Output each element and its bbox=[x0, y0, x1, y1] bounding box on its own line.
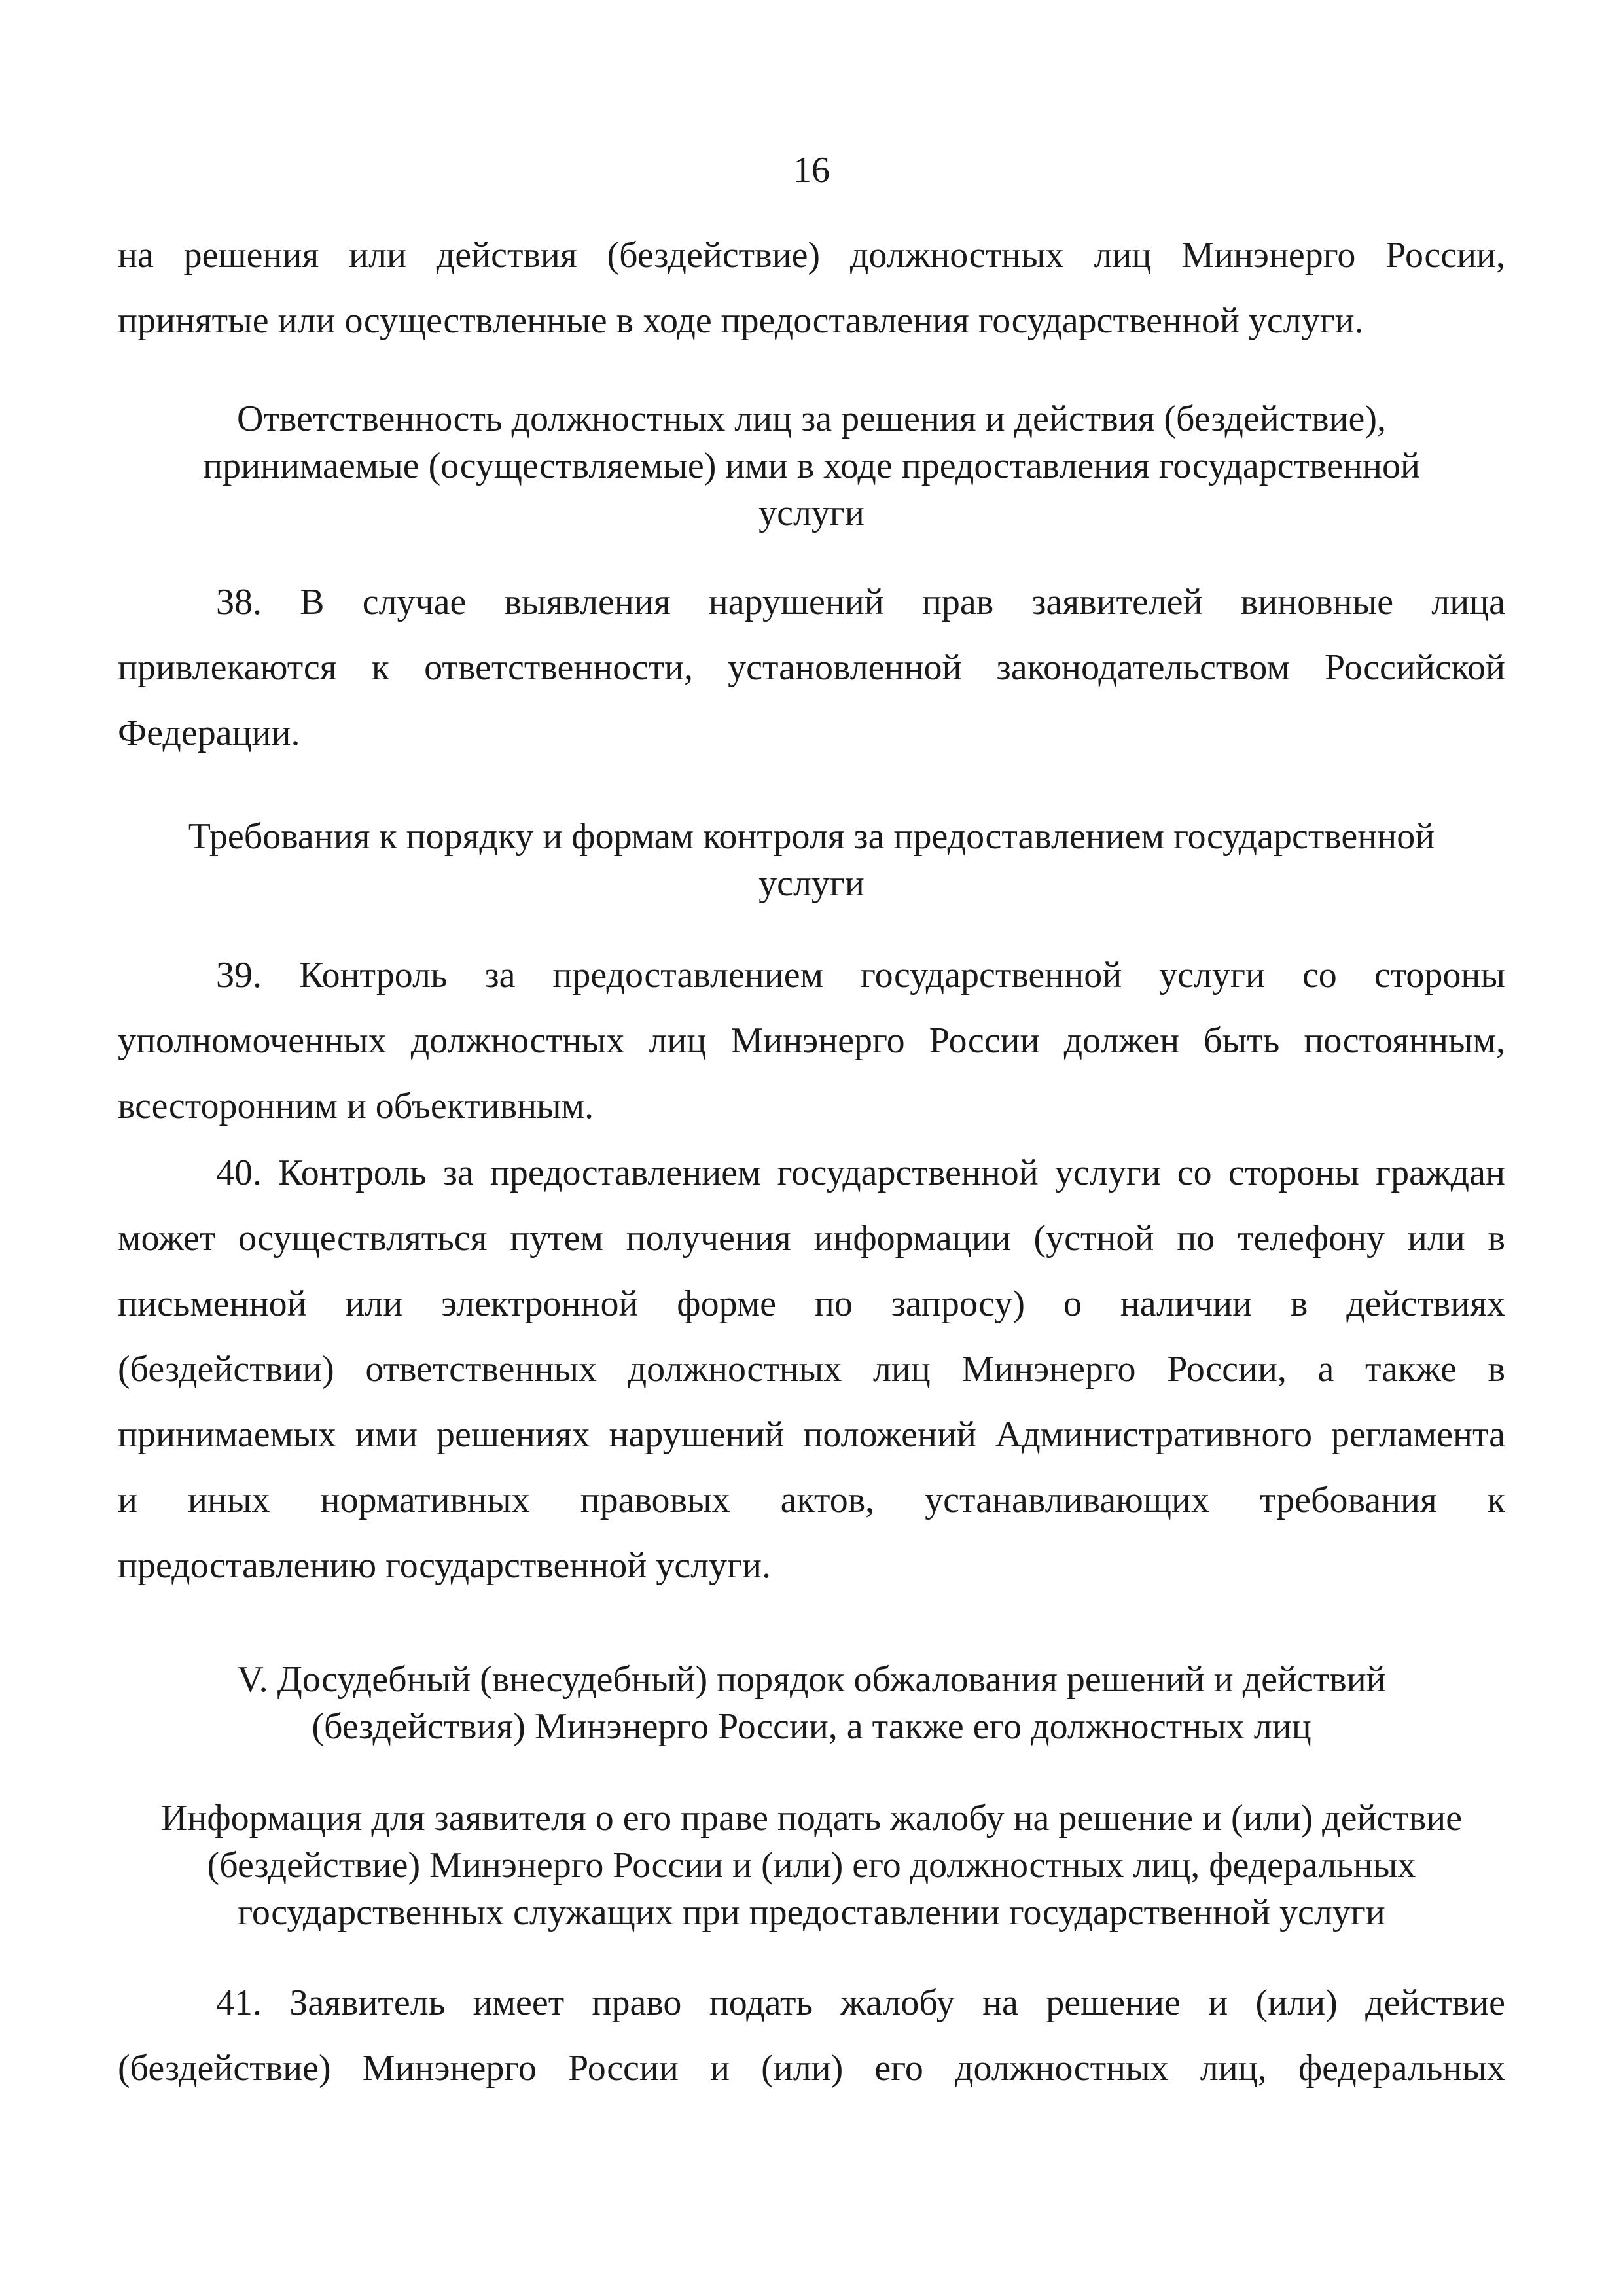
p41-line-1: 41. Заявитель имеет право подать жалобу на решение и (или) действие bbox=[216, 1982, 1505, 2023]
heading-responsibility-line-3: услуги bbox=[758, 493, 865, 533]
p40-line-7: предоставлению государственной услуги. bbox=[118, 1545, 771, 1586]
heading-info bbox=[118, 1795, 1505, 1936]
heading-responsibility-line-2: принимаемые (осуществляемые) ими в ходе предоставления государственной bbox=[203, 446, 1420, 486]
p39-line-2: уполномоченных должностных лиц Минэнерго России должен быть постоянным, bbox=[118, 1020, 1505, 1061]
intro-paragraph bbox=[118, 223, 1505, 353]
p40-line-3: письменной или электронной форме по запросу) о наличии в действиях bbox=[118, 1283, 1505, 1324]
heading-info-line-2: (бездействие) Минэнерго России и (или) его должностных лиц, федеральных bbox=[207, 1845, 1416, 1886]
paragraph-39 bbox=[118, 942, 1505, 1139]
heading-control-line-1: Требования к порядку и формам контроля за предоставлением государственной bbox=[188, 816, 1435, 857]
heading-section-5-line-1: V. Досудебный (внесудебный) порядок обжалования решений и действий bbox=[237, 1659, 1386, 1700]
heading-section-5-line-2: (бездействия) Минэнерго России, а также его должностных лиц bbox=[312, 1706, 1311, 1747]
p40-line-6: и иных нормативных правовых актов, устанавливающих требования к bbox=[118, 1480, 1505, 1520]
intro-line-1: на решения или действия (бездействие) должностных лиц Минэнерго России, bbox=[118, 235, 1505, 276]
heading-responsibility bbox=[118, 395, 1505, 537]
p39-line-3: всесторонним и объективным. bbox=[118, 1086, 594, 1126]
heading-control bbox=[118, 813, 1505, 907]
paragraph-40 bbox=[118, 1140, 1505, 1598]
p40-line-2: может осуществляться путем получения информации (устной по телефону или в bbox=[118, 1218, 1505, 1259]
paragraph-38 bbox=[118, 569, 1505, 766]
paragraph-41 bbox=[118, 1970, 1505, 2101]
p40-line-4: (бездействии) ответственных должностных лиц Минэнерго России, а также в bbox=[118, 1349, 1505, 1390]
heading-responsibility-line-1: Ответственность должностных лиц за решения и действия (бездействие), bbox=[237, 399, 1386, 439]
heading-control-line-2: услуги bbox=[758, 863, 865, 904]
heading-info-line-3: государственных служащих при предоставлении государственной услуги bbox=[238, 1892, 1385, 1933]
p38-line-3: Федерации. bbox=[118, 713, 300, 753]
page-number: 16 bbox=[793, 150, 830, 190]
heading-section-5 bbox=[118, 1656, 1505, 1750]
p40-line-1: 40. Контроль за предоставлением государственной услуги со стороны граждан bbox=[216, 1153, 1505, 1193]
p38-line-2: привлекаются к ответственности, установленной законодательством Российской bbox=[118, 647, 1505, 688]
p39-line-1: 39. Контроль за предоставлением государственной услуги со стороны bbox=[216, 955, 1505, 996]
p38-line-1: 38. В случае выявления нарушений прав заявителей виновные лица bbox=[216, 582, 1505, 622]
intro-line-2: принятые или осуществленные в ходе предоставления государственной услуги. bbox=[118, 300, 1364, 341]
heading-info-line-1: Информация для заявителя о его праве подать жалобу на решение и (или) действие bbox=[160, 1798, 1463, 1839]
p40-line-5: принимаемых ими решениях нарушений положений Административного регламента bbox=[118, 1414, 1505, 1455]
p41-line-2: (бездействие) Минэнерго России и (или) его должностных лиц, федеральных bbox=[118, 2048, 1505, 2089]
